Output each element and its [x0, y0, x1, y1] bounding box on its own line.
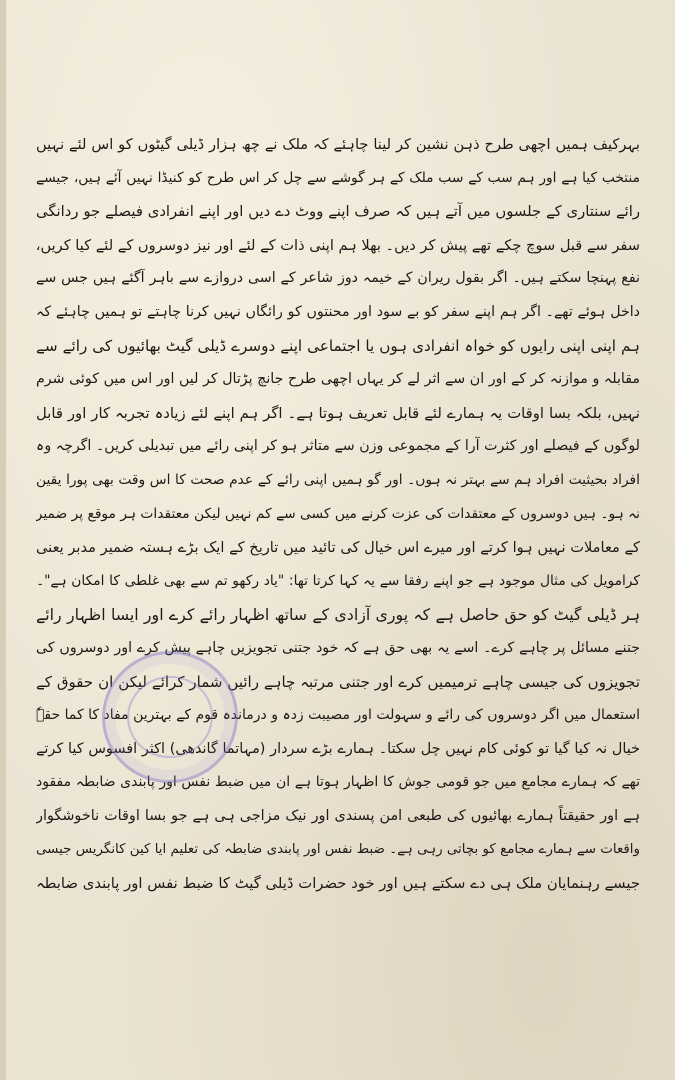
- text-line: لوگوں کے فیصلے اور کثرت آرا کے مجموعی وزن سے متاثر ہو کر اپنی رائے میں تبدیلی کریں۔ اگرچہ وہ: [36, 438, 640, 455]
- text-line: ہر ڈیلی گیٹ کو حق حاصل ہے کہ پوری آزادی کے ساتھ اظہار رائے کرے اور ایسا اظہار رائے: [36, 605, 640, 625]
- text-line: خیال نہ کیا گیا تو کوئی کام نہیں چل سکتا۔ ہمارے بڑے سردار (مہاتما گاندھی) اکثر افسوس کیا کرتے: [36, 740, 640, 757]
- text-line: منتخب کیا ہے اور ہم سب کے سب ملک کے ہر گوشے سے چل کر اس طرح کو کنیڈا نہیں آئے ہیں، جیسے: [36, 169, 640, 186]
- text-line: داخل ہوئے تھے۔ اگر ہم اپنے سفر کو بے سود اور محنتوں کو رائگاں نہیں کرنا چاہتے تو ہمیں چاہئے کہ: [36, 303, 640, 320]
- library-stamp-inner-ring: [122, 670, 219, 763]
- text-line: استعمال میں اگر دوسروں کی رائے و سہولت اور مصیبت زدہ و درماندہ قوم کے بہترین مفاد کا کما حقہٗ: [36, 707, 640, 724]
- text-line: بہرکیف ہمیں اچھی طرح ذہن نشین کر لینا چاہئے کہ ملک نے چھ ہزار ڈیلی گیٹوں کو اس لئے نہیں: [36, 136, 640, 153]
- text-line: ہم اپنی اپنی رایوں کو خواہ انفرادی ہوں یا اجتماعی اپنے دوسرے ڈیلی گیٹ بھائیوں کی رائے سے: [36, 336, 640, 355]
- text-line: جتنے مسائل پر چاہے کرے۔ اسے یہ بھی حق ہے کہ خود جتنی تجویزیں چاہے پیش کرے اور دوسروں کی: [36, 639, 640, 656]
- text-line: ہے اور حقیقتاً ہمارے بھائیوں کی طبعی امن پسندی اور نیک مزاجی ہی ہے جو بسا اوقات ناخوشگوار: [36, 807, 640, 824]
- body-text: [36, 128, 640, 901]
- text-line: نہ ہو۔ ہیں دوسروں کے معتقدات کی عزت کرنے میں کسی سے کم نہیں لیکن معتقدات ہر موقع پر ضمیر: [36, 505, 640, 522]
- text-line: نفع پہنچا سکتے ہیں۔ اگر بقول ریران کے خیمہ دوز شاعر کے اسی دروازے سے باہر آگئے ہیں جس سے: [36, 270, 640, 287]
- text-line: کے معاملات نہیں ہوا کرتے اور میرے اس خیال کی تائید میں تاریخ کے ایک بڑے ہستہ ضمیر مدبر یعنی: [36, 539, 640, 557]
- text-line: کرامویل کی مثال موجود ہے جو اپنے رفقا سے یہ کہا کرتا تھا: "یاد رکھو تم سے بھی غلطی کا امکان ہے"۔: [36, 572, 640, 589]
- text-line: سفر سے قبل سوچ چکے تھے پیش کر دیں۔ بھلا ہم اپنی ذات کے لئے اور نیز دوسروں کے لئے کیا کریں،: [36, 236, 640, 254]
- text-line: افراد بحیثیت افراد ہم سے بہتر نہ ہوں۔ اور گو ہمیں اپنی رائے کے عدم صحت کا اس وقت بھی پورا یقین: [36, 471, 640, 488]
- text-line: رائے سنتاری کے جلسوں میں آتے ہیں کہ صرف اپنے ووٹ دے دیں اور اپنے انفرادی فیصلے جو ردانگی: [36, 203, 640, 221]
- text-line: تجویزوں کی جیسی چاہے ترمیمیں کرے اور جتنی مرتبہ چاہے رائیں شمار کرائے لیکن ان حقوق کے: [36, 672, 640, 691]
- text-line: واقعات سے ہمارے مجامع کو بچاتی رہی ہے۔ ضبط نفس اور پابندی ضابطہ کی تعلیم ایا کین کانگریس جیسی: [36, 842, 640, 858]
- text-line: نہیں، بلکہ بسا اوقات یہ ہمارے لئے قابل تعریف ہوتا ہے۔ اگر ہم اپنے لئے زیادہ تجربہ کار اور قابل: [36, 404, 640, 422]
- text-line: تھے کہ ہمارے مجامع میں جو قومی جوش کا اظہار ہوتا ہے ان میں ضبط نفس اور پابندی ضابطہ مفقود: [36, 774, 640, 791]
- text-line: جیسے رہنمایان ملک ہی دے سکتے ہیں اور خود حضرات ڈیلی گیٹ کا ضبط نفس اور پابندی ضابطہ: [36, 875, 640, 893]
- text-line: مقابلہ و موازنہ کر کے اور ان سے اثر لے کر یہاں اچھی طرح جانچ پڑتال کر لیں اور اس میں کوئی شرم: [36, 371, 640, 388]
- page-edge: [0, 0, 6, 1080]
